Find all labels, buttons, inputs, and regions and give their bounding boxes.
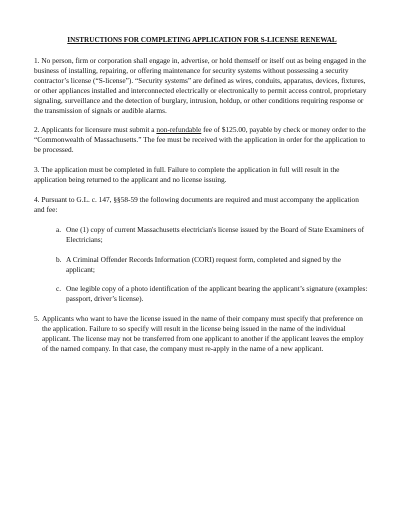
required-document-a xyxy=(56,225,370,245)
instruction-2-text-end: fee of $125.00, payable by check or money order to the “Commonwealth of Massachusetts.” The fee must be received with the application in order for the application to be processed. xyxy=(34,125,366,155)
required-document-c xyxy=(56,284,370,304)
instruction-2 xyxy=(34,125,370,155)
list-marker-a: a. xyxy=(56,224,62,234)
list-marker-b: b. xyxy=(56,254,62,264)
instruction-2-text-start: 2. Applicants for licensure must submit a xyxy=(34,125,157,135)
instruction-4: 4. Pursuant to G.L. c. 147, §§58-59 the following documents are required and must accompany the application and fee: xyxy=(34,194,359,214)
required-document-b-text: A Criminal Offender Records Information (CORI) request form, completed and signed by the applicant; xyxy=(66,254,341,274)
required-document-c-text: One legible copy of a photo identification of the applicant bearing the applicant’s signature (examples: passport, driver’s license). xyxy=(66,284,368,304)
required-document-a-text: One (1) copy of current Massachusetts electrician's license issued by the Board of State Examiners of Electricians; xyxy=(66,224,365,244)
page-title: INSTRUCTIONS FOR COMPLETING APPLICATION FOR S-LICENSE RENEWAL xyxy=(67,36,337,44)
instruction-3: 3. The application must be completed in full. Failure to complete the application in full will result in the application being returned to the applicant and no license issuing. xyxy=(34,165,340,185)
instruction-5 xyxy=(34,314,370,354)
instruction-5-number: 5. xyxy=(34,314,40,324)
document-page xyxy=(34,36,370,364)
non-refundable-emphasis: non-refundable xyxy=(156,125,202,135)
required-document-b xyxy=(56,255,370,275)
list-marker-c: c. xyxy=(56,284,62,294)
instruction-1: 1. No person, firm or corporation shall engage in, advertise, or hold themself or itself out as being engaged in the business of installing, repairing, or offering maintenance for security systems without possessing a security contractor’s license (“S-license”). “Security systems” are defined as wires, conduits, apparatus, devices, fixtures, or other appliances installed and interconnected electrically or electronically to permit access control, proprietary signaling, surveillance and the detection of burglary, intrusion, holdup, or other conditions requiring response or the transmission of signals or audible alarms. xyxy=(34,56,367,115)
instruction-5-text: Applicants who want to have the license issued in the name of their company must specify that preference on the application. Failure to so specify will result in the license being issued in the name of the individual applicant. The license may not be transferred from one applicant to another if the applicant leaves the employ of the named company. In that case, the company must re-apply in the name of a new applicant. xyxy=(42,314,364,353)
